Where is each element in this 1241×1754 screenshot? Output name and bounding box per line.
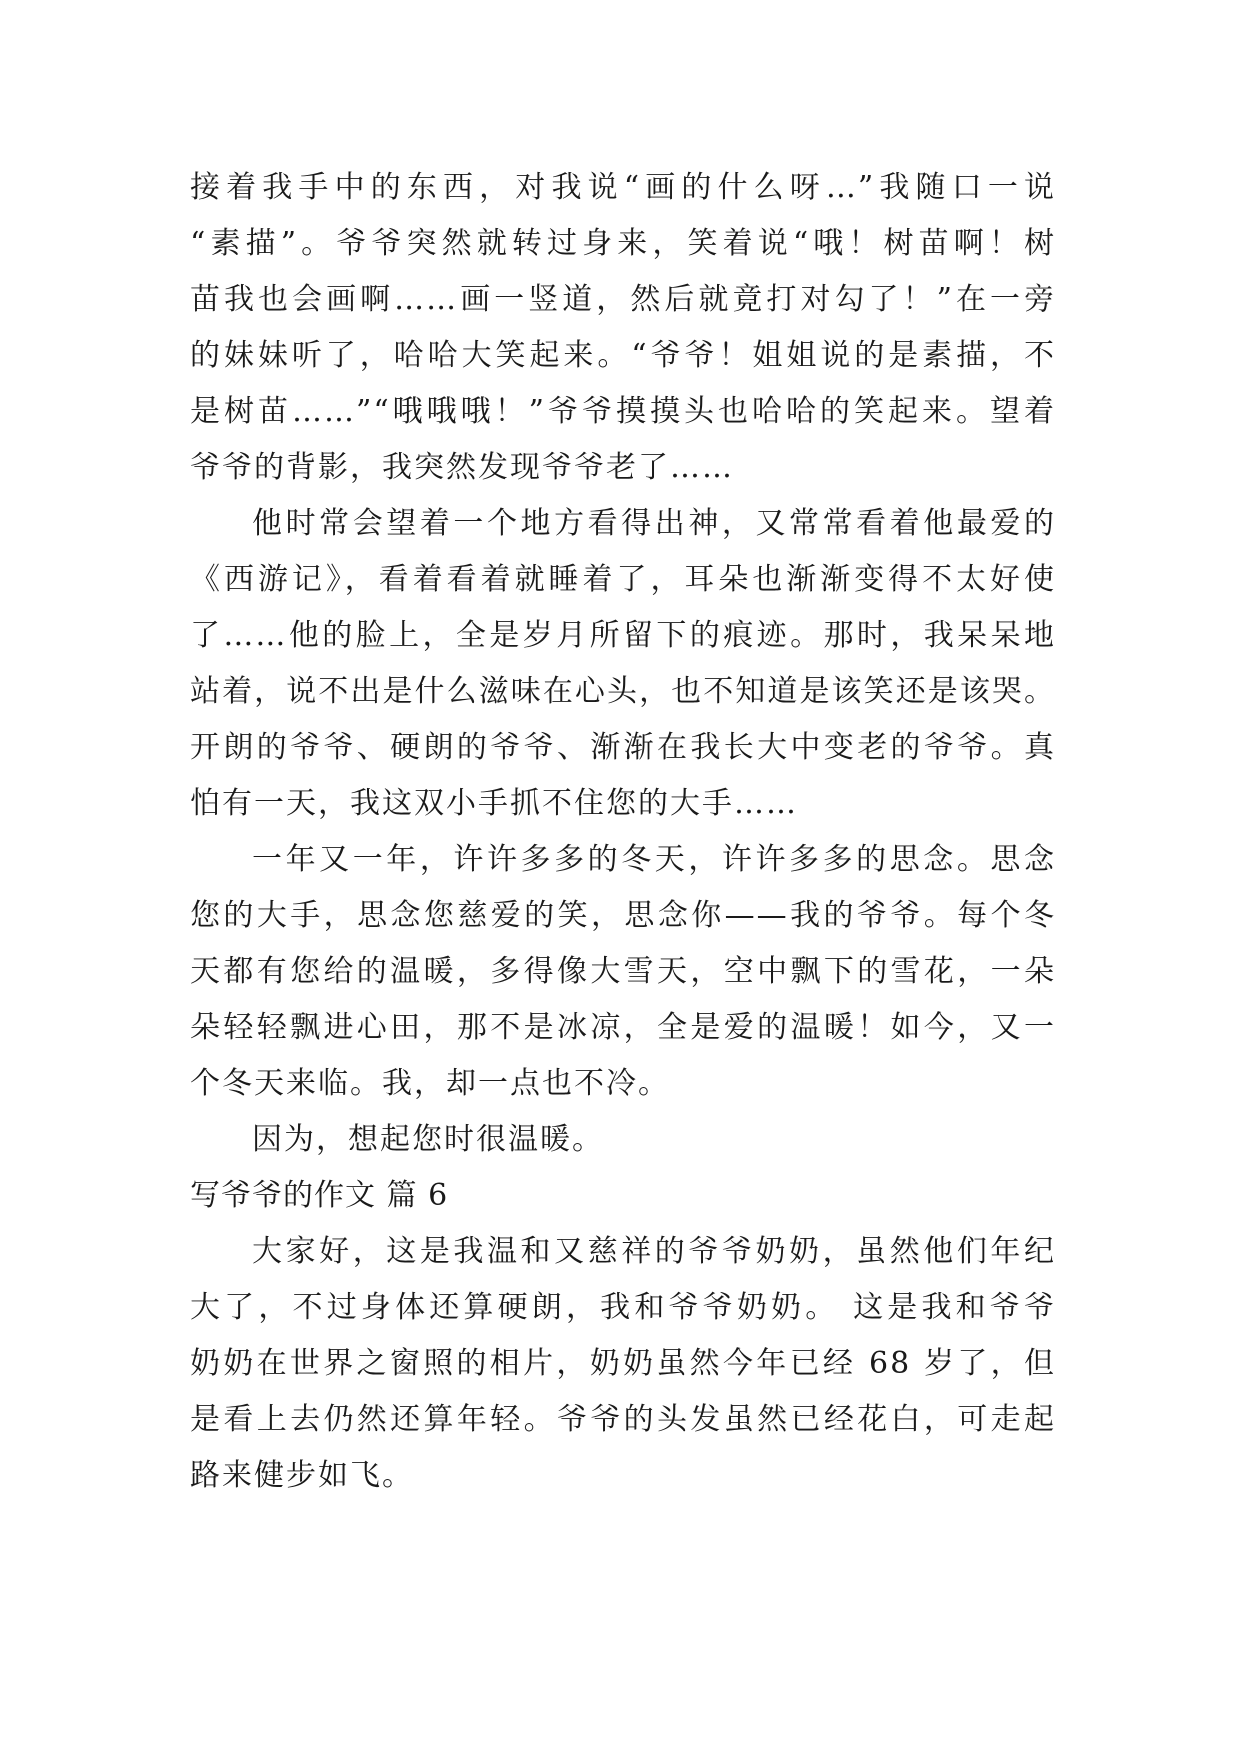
text-line: 的妹妹听了，哈哈大笑起来。“爷爷！姐姐说的是素描，不 [190,338,1056,373]
text-line: 天都有您给的温暖，多得像大雪天，空中飘下的雪花，一朵 [190,954,1056,989]
paragraph-first-line: 他时常会望着一个地方看得出神，又常常看着他最爱的 [252,506,1056,541]
section-heading: 写爷爷的作文 篇 6 [190,1178,449,1213]
text-line: 站着，说不出是什么滋味在心头，也不知道是该笑还是该哭。 [190,674,1056,709]
text-line: 爷爷的背影，我突然发现爷爷老了…… [190,450,734,485]
text-line: 是看上去仍然还算年轻。爷爷的头发虽然已经花白，可走起 [190,1402,1056,1437]
text-line: 是树苗……”“哦哦哦！”爷爷摸摸头也哈哈的笑起来。望着 [190,394,1056,429]
text-line: 接着我手中的东西，对我说“画的什么呀…”我随口一说 [190,170,1056,205]
text-line: 《西游记》，看着看着就睡着了，耳朵也渐渐变得不太好使 [190,562,1056,597]
paragraph-first-line: 大家好，这是我温和又慈祥的爷爷奶奶，虽然他们年纪 [252,1234,1056,1269]
text-line: 个冬天来临。我，却一点也不冷。 [190,1066,670,1101]
text-line: 大了，不过身体还算硬朗，我和爷爷奶奶。 这是我和爷爷 [190,1290,1056,1325]
paragraph-first-line: 一年又一年，许许多多的冬天，许许多多的思念。思念 [252,842,1056,877]
essay-body [190,160,1056,1504]
text-line: “素描”。爷爷突然就转过身来，笑着说“哦！树苗啊！树 [190,226,1056,261]
text-line: 路来健步如飞。 [190,1458,414,1493]
text-line: 朵轻轻飘进心田，那不是冰凉，全是爱的温暖！如今，又一 [190,1010,1056,1045]
text-line: 苗我也会画啊……画一竖道，然后就竟打对勾了！”在一旁 [190,282,1056,317]
text-line: 了……他的脸上，全是岁月所留下的痕迹。那时，我呆呆地 [190,618,1056,653]
paragraph-first-line: 因为，想起您时很温暖。 [252,1122,604,1157]
text-line: 开朗的爷爷、硬朗的爷爷、渐渐在我长大中变老的爷爷。真 [190,730,1056,765]
text-line: 您的大手，思念您慈爱的笑，思念你——我的爷爷。每个冬 [190,898,1056,933]
text-line: 怕有一天，我这双小手抓不住您的大手…… [190,786,798,821]
text-line: 奶奶在世界之窗照的相片，奶奶虽然今年已经 68 岁了，但 [190,1346,1056,1381]
